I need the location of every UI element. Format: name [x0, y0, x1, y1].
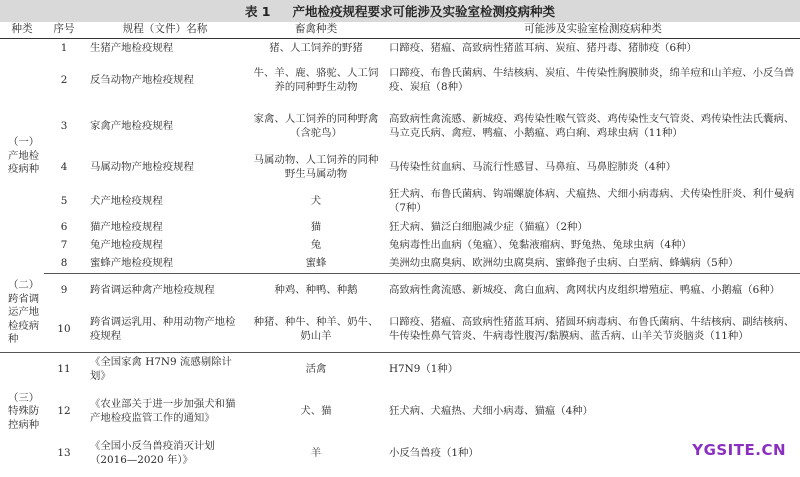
row-seq: 13 [57, 446, 71, 459]
table-row [0, 353, 800, 387]
row-regulation: 跨省调运乳用、种用动物产地检疫规程 [84, 308, 246, 353]
row-regulation: 犬产地检疫规程 [90, 194, 163, 207]
table-row [0, 103, 800, 151]
row-diseases: 小反刍兽疫（1种） [389, 446, 479, 459]
row-animals: 家禽、人工饲养的同种野禽（含驼鸟） [253, 113, 379, 139]
header-regulation: 规程（文件）名称 [84, 22, 246, 39]
row-diseases: 高致病性禽流感、新城疫、鸡传染性喉气管炎、鸡传染性支气管炎、鸡传染性法氏囊病、马立克氏病、禽痘、鸭瘟、小鹅瘟、鸡白痢、鸡球虫病（11种） [389, 113, 795, 139]
table-row [0, 59, 800, 103]
row-animals: 猫 [310, 220, 322, 233]
header-animals: 畜禽种类 [246, 22, 386, 39]
row-regulation: 马属动物产地检疫规程 [90, 160, 194, 173]
row-regulation: 反刍动物产地检疫规程 [90, 73, 194, 86]
row-seq: 8 [44, 255, 84, 274]
table-row [0, 274, 800, 308]
row-diseases: 高致病性禽流感、新城疫、禽白血病、禽网状内皮组织增殖症、鸭瘟、小鹅瘟（6种） [389, 284, 781, 296]
row-regulation: 家禽产地检疫规程 [90, 119, 174, 132]
table-row [0, 387, 800, 437]
row-seq: 3 [60, 119, 68, 132]
table-row [0, 255, 800, 274]
row-regulation: 生猪产地检疫规程 [90, 42, 174, 54]
row-diseases: 口蹄疫、布鲁氏菌病、牛结核病、炭疽、牛传染性胸膜肺炎，绵羊痘和山羊痘、小反刍兽疫、炭疽（8种） [389, 67, 795, 93]
row-animals: 犬 [310, 194, 322, 207]
row-seq: 10 [44, 308, 84, 353]
site-watermark: YGSITE.CN [692, 441, 786, 459]
table-row [0, 308, 800, 353]
row-diseases: 美洲幼虫腐臭病、欧洲幼虫腐臭病、蜜蜂孢子虫病、白垩病、蜂螨病（5种） [386, 255, 800, 274]
row-seq: 7 [60, 238, 68, 251]
row-regulation: 跨省调运种禽产地检疫规程 [90, 284, 215, 296]
header-row [0, 22, 800, 39]
row-animals: 种猪、种牛、种羊、奶牛、奶山羊 [246, 308, 386, 353]
row-seq: 4 [60, 160, 68, 173]
row-diseases: 口蹄疫、猪瘟、高致病性猪蓝耳病、猪圆环病毒病、布鲁氏菌病、牛结核病、副结核病、牛传染性鼻气管炎、牛病毒性腹泻/黏膜病、蓝舌病、山羊关节炎脑炎（11种） [386, 308, 800, 353]
row-animals: 牛、羊、鹿、骆驼、人工饲养的同种野生动物 [253, 67, 379, 93]
row-animals: 活禽 [305, 363, 327, 375]
row-animals: 猪、人工饲养的野猪 [269, 42, 363, 54]
header-diseases: 可能涉及实验室检测疫病种类 [386, 22, 800, 39]
row-seq: 11 [57, 363, 71, 375]
table-title-bar [0, 0, 800, 22]
row-seq: 6 [60, 220, 68, 233]
row-seq: 5 [60, 194, 68, 207]
row-diseases: 狂犬病、猫泛白细胞减少症（猫瘟）（2种） [389, 220, 588, 233]
table-row [0, 237, 800, 255]
row-diseases: 狂犬病、犬瘟热、犬细小病毒、猫瘟（4种） [389, 404, 594, 417]
category-3: （三）特殊防控病种 [8, 391, 40, 431]
row-regulation: 《全国小反刍兽疫消灭计划（2016—2020 年）》 [90, 440, 215, 466]
category-2: （二）跨省调运产地检疫病种 [0, 274, 44, 353]
row-diseases: 兔病毒性出血病（兔瘟）、兔黏液瘤病、野兔热、兔球虫病（4种） [389, 238, 692, 251]
row-animals: 马属动物、人工饲养的同种野生马属动物 [253, 154, 379, 180]
row-animals: 兔 [310, 238, 322, 251]
row-regulation: 《全国家禽 H7N9 流感剔除计划》 [90, 356, 232, 382]
table-row [0, 151, 800, 185]
table-row [0, 219, 800, 237]
row-regulation: 蜜蜂产地检疫规程 [84, 255, 246, 274]
row-animals: 蜜蜂 [246, 255, 386, 274]
table-row [0, 437, 800, 471]
row-seq: 2 [60, 73, 68, 86]
row-diseases: 口蹄疫、猪瘟、高致病性猪蓝耳病、炭疽、猪丹毒、猪肺疫（6种） [389, 42, 697, 54]
table-row [0, 39, 800, 59]
row-regulation: 《农业部关于进一步加强犬和猫产地检疫监管工作的通知》 [90, 398, 236, 424]
row-regulation: 兔产地检疫规程 [90, 238, 163, 251]
quarantine-table [0, 22, 800, 471]
table-row [0, 185, 800, 219]
row-seq: 9 [60, 284, 68, 296]
row-regulation: 猫产地检疫规程 [90, 220, 163, 233]
row-diseases: 狂犬病、布鲁氏菌病、钩端螺旋体病、犬瘟热、犬细小病毒病、犬传染性肝炎、利什曼病（7种） [389, 188, 795, 214]
table-number: 表 1 [244, 4, 271, 19]
row-diseases: 马传染性贫血病、马流行性感冒、马鼻疽、马鼻腔肺炎（4种） [389, 160, 677, 173]
table-title: 产地检疫规程要求可能涉及实验室检测疫病种类 [292, 4, 556, 19]
row-animals: 羊 [310, 446, 322, 459]
category-1: （一）产地检疫病种 [8, 136, 40, 175]
row-animals: 犬、猫 [300, 404, 332, 417]
row-seq: 1 [60, 42, 68, 54]
row-animals: 种鸡、种鸭、种鹅 [274, 284, 358, 296]
row-diseases: H7N9（1种） [389, 363, 459, 375]
header-seq: 序号 [44, 22, 84, 39]
row-seq: 12 [57, 404, 71, 417]
header-category: 种类 [0, 22, 44, 39]
